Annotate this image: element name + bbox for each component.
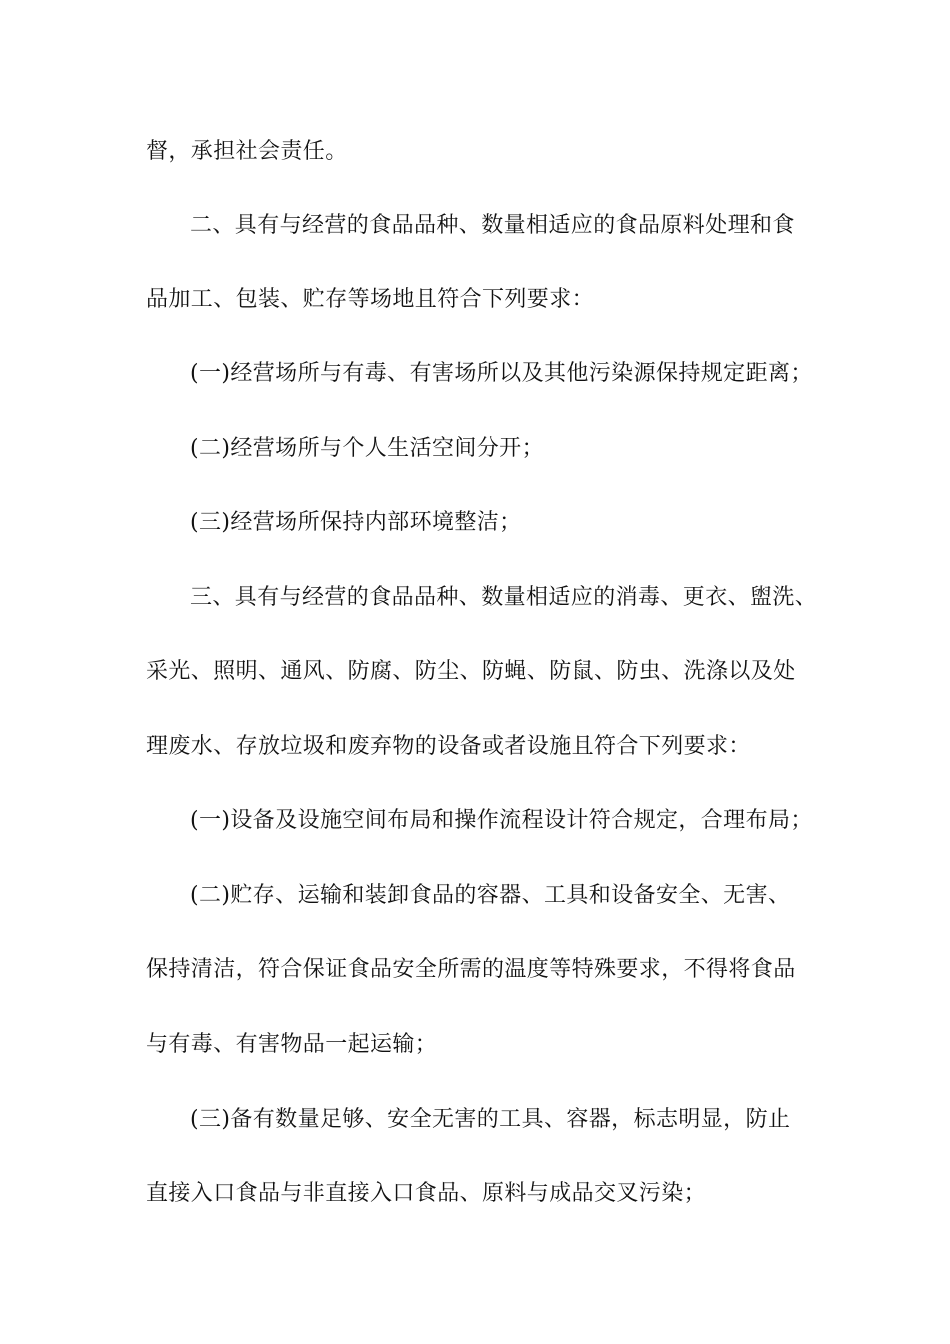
paragraph-line: 品加工、包装、贮存等场地且符合下列要求： [146, 287, 595, 312]
list-item: (一)经营场所与有毒、有害场所以及其他污染源保持规定距离； [190, 361, 813, 386]
list-item: (二)经营场所与个人生活空间分开； [190, 436, 544, 461]
section-heading-3: 三、具有与经营的食品品种、数量相适应的消毒、更衣、盥洗、 [190, 585, 818, 610]
paragraph-line: 保持清洁，符合保证食品安全所需的温度等特殊要求，不得将食品 [146, 957, 796, 982]
paragraph-line: 理废水、存放垃圾和废弃物的设备或者设施且符合下列要求： [146, 734, 751, 759]
paragraph-line: 与有毒、有害物品一起运输； [146, 1032, 438, 1057]
section-heading-2: 二、具有与经营的食品品种、数量相适应的食品原料处理和食 [190, 213, 795, 238]
list-item: (一)设备及设施空间布局和操作流程设计符合规定，合理布局； [190, 808, 813, 833]
paragraph-line: 采光、照明、通风、防腐、防尘、防蝇、防鼠、防虫、洗涤以及处 [146, 659, 796, 684]
paragraph-line: 督，承担社会责任。 [146, 139, 348, 164]
list-item: (三)备有数量足够、安全无害的工具、容器，标志明显，防止 [190, 1107, 791, 1132]
list-item: (二)贮存、运输和装卸食品的容器、工具和设备安全、无害、 [190, 883, 791, 908]
paragraph-line: 直接入口食品与非直接入口食品、原料与成品交叉污染； [146, 1181, 707, 1206]
list-item: (三)经营场所保持内部环境整洁； [190, 510, 522, 535]
